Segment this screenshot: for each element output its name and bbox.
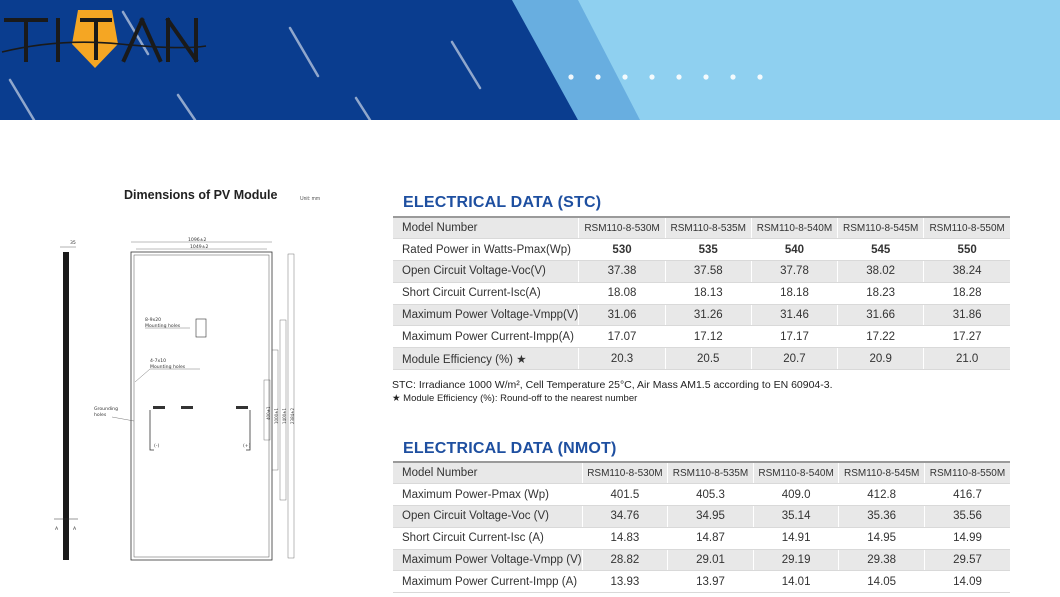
table-cell: Open Circuit Voltage-Voc (V) — [393, 506, 582, 528]
len-1000-label: 1000±1 — [274, 407, 279, 424]
width-outer-label: 1096±2 — [188, 238, 207, 243]
table-cell: 20.7 — [751, 348, 837, 370]
table-row — [393, 571, 1010, 593]
junction-box — [196, 319, 206, 337]
pos-terminal-label: (+) — [243, 444, 251, 449]
table-cell: 29.38 — [839, 549, 925, 571]
table-row — [393, 239, 1010, 261]
table-row — [393, 326, 1010, 348]
table-cell: 13.93 — [582, 571, 668, 593]
table-cell: Maximum Power Voltage-Vmpp (V) — [393, 549, 582, 571]
table-cell: 34.76 — [582, 506, 668, 528]
table-row — [393, 261, 1010, 283]
table-cell: 35.56 — [924, 506, 1010, 528]
table-cell: 18.18 — [751, 282, 837, 304]
table-cell: 35.14 — [753, 506, 839, 528]
table-cell: 38.02 — [838, 261, 924, 283]
stc-table — [393, 216, 1010, 370]
table-cell: 14.01 — [753, 571, 839, 593]
table-cell: 14.09 — [924, 571, 1010, 593]
table-cell: 17.12 — [665, 326, 751, 348]
table-cell: 405.3 — [668, 484, 754, 506]
table-cell: 14.83 — [582, 527, 668, 549]
table-cell: 37.38 — [579, 261, 665, 283]
table-header-cell: RSM110-8-535M — [668, 462, 754, 484]
side-frame — [63, 252, 69, 560]
len-1400-label: 1400±1 — [282, 407, 287, 424]
table-cell: 31.06 — [579, 304, 665, 326]
table-cell: 540 — [751, 239, 837, 261]
table-cell: 31.86 — [924, 304, 1010, 326]
table-header-row — [393, 462, 1010, 484]
table-cell: 21.0 — [924, 348, 1010, 370]
table-cell: 550 — [924, 239, 1010, 261]
table-row — [393, 549, 1010, 571]
table-cell: 18.28 — [924, 282, 1010, 304]
table-cell: 416.7 — [924, 484, 1010, 506]
table-header-cell: RSM110-8-550M — [924, 217, 1010, 239]
table-cell: 14.91 — [753, 527, 839, 549]
table-header-cell: Model Number — [393, 217, 579, 239]
table-cell: 20.3 — [579, 348, 665, 370]
table-cell: 13.97 — [668, 571, 754, 593]
table-cell: 31.26 — [665, 304, 751, 326]
len-400-label: 400±1 — [266, 406, 271, 420]
stc-note: STC: Irradiance 1000 W/m², Cell Temperature 25°C, Air Mass AM1.5 according to EN 60904-3. — [392, 379, 833, 391]
table-cell: 14.99 — [924, 527, 1010, 549]
table-cell: 530 — [579, 239, 665, 261]
table-header-cell: Model Number — [393, 462, 582, 484]
table-cell: 37.58 — [665, 261, 751, 283]
table-cell: 29.57 — [924, 549, 1010, 571]
table-cell: Maximum Power Current-Impp (A) — [393, 571, 582, 593]
mounting-holes-label-1: 8-9x20 — [145, 318, 162, 323]
table-header-cell: RSM110-8-545M — [838, 217, 924, 239]
table-header-cell: RSM110-8-540M — [753, 462, 839, 484]
nmot-title: ELECTRICAL DATA (NMOT) — [403, 440, 617, 457]
table-cell: 28.82 — [582, 549, 668, 571]
table-cell: 17.27 — [924, 326, 1010, 348]
table-cell: 38.24 — [924, 261, 1010, 283]
section-a-right: A — [73, 527, 77, 532]
table-cell: Module Efficiency (%) ★ — [393, 348, 579, 370]
table-header-cell: RSM110-8-530M — [579, 217, 665, 239]
table-cell: 545 — [838, 239, 924, 261]
table-cell: Maximum Power-Pmax (Wp) — [393, 484, 582, 506]
table-cell: Rated Power in Watts-Pmax(Wp) — [393, 239, 579, 261]
module-frame — [131, 252, 272, 560]
table-cell: Open Circuit Voltage-Voc(V) — [393, 261, 579, 283]
table-row — [393, 506, 1010, 528]
table-cell: 17.22 — [838, 326, 924, 348]
table-cell: 29.01 — [668, 549, 754, 571]
table-cell: 17.07 — [579, 326, 665, 348]
table-cell: 14.95 — [839, 527, 925, 549]
dimensions-title: Dimensions of PV Module — [124, 188, 278, 202]
table-cell: 17.17 — [751, 326, 837, 348]
len-2384-label: 2384±2 — [290, 407, 295, 424]
table-cell: 18.08 — [579, 282, 665, 304]
table-cell: 18.13 — [665, 282, 751, 304]
table-cell: 412.8 — [839, 484, 925, 506]
mounting-holes-label-2: 4-7x10 — [150, 359, 167, 364]
table-cell: 18.23 — [838, 282, 924, 304]
table-cell: 409.0 — [753, 484, 839, 506]
table-row — [393, 304, 1010, 326]
dimensions-unit: Unit: mm — [300, 196, 320, 202]
titan-logo — [0, 0, 210, 80]
table-cell: Short Circuit Current-Isc(A) — [393, 282, 579, 304]
pv-module-drawing — [50, 232, 320, 572]
table-cell: Maximum Power Current-Impp(A) — [393, 326, 579, 348]
table-cell: 20.5 — [665, 348, 751, 370]
table-cell: 14.87 — [668, 527, 754, 549]
table-cell: 34.95 — [668, 506, 754, 528]
stc-title: ELECTRICAL DATA (STC) — [403, 194, 602, 211]
table-row — [393, 282, 1010, 304]
table-header-cell: RSM110-8-545M — [839, 462, 925, 484]
mounting-holes-label-2b: Mounting holes — [150, 365, 186, 370]
nmot-table — [393, 461, 1010, 593]
table-header-cell: RSM110-8-530M — [582, 462, 668, 484]
table-header-cell: RSM110-8-550M — [924, 462, 1010, 484]
mounting-holes-label-1b: Mounting holes — [145, 324, 181, 329]
table-cell: 29.19 — [753, 549, 839, 571]
width-inner-label: 1049±2 — [190, 245, 209, 250]
table-row — [393, 484, 1010, 506]
table-cell: 20.9 — [838, 348, 924, 370]
table-cell: 14.05 — [839, 571, 925, 593]
side-dim-label: 35 — [70, 241, 76, 246]
table-header-cell: RSM110-8-535M — [665, 217, 751, 239]
table-cell: 31.46 — [751, 304, 837, 326]
table-row — [393, 348, 1010, 370]
table-cell: 35.36 — [839, 506, 925, 528]
table-cell: 37.78 — [751, 261, 837, 283]
efficiency-note: ★ Module Efficiency (%): Round-off to the nearest number — [392, 393, 638, 404]
neg-terminal-label: (-) — [154, 444, 160, 449]
table-row — [393, 527, 1010, 549]
header-banner — [0, 0, 1060, 120]
grounding-label: Grounding — [94, 407, 119, 412]
table-cell: 31.66 — [838, 304, 924, 326]
grounding-label-b: holes — [94, 413, 107, 418]
table-cell: 401.5 — [582, 484, 668, 506]
table-cell: Maximum Power Voltage-Vmpp(V) — [393, 304, 579, 326]
table-header-row — [393, 217, 1010, 239]
table-cell: 535 — [665, 239, 751, 261]
stc-notes — [392, 378, 833, 406]
table-cell: Short Circuit Current-Isc (A) — [393, 527, 582, 549]
table-header-cell: RSM110-8-540M — [751, 217, 837, 239]
section-a-left: A — [55, 527, 59, 532]
